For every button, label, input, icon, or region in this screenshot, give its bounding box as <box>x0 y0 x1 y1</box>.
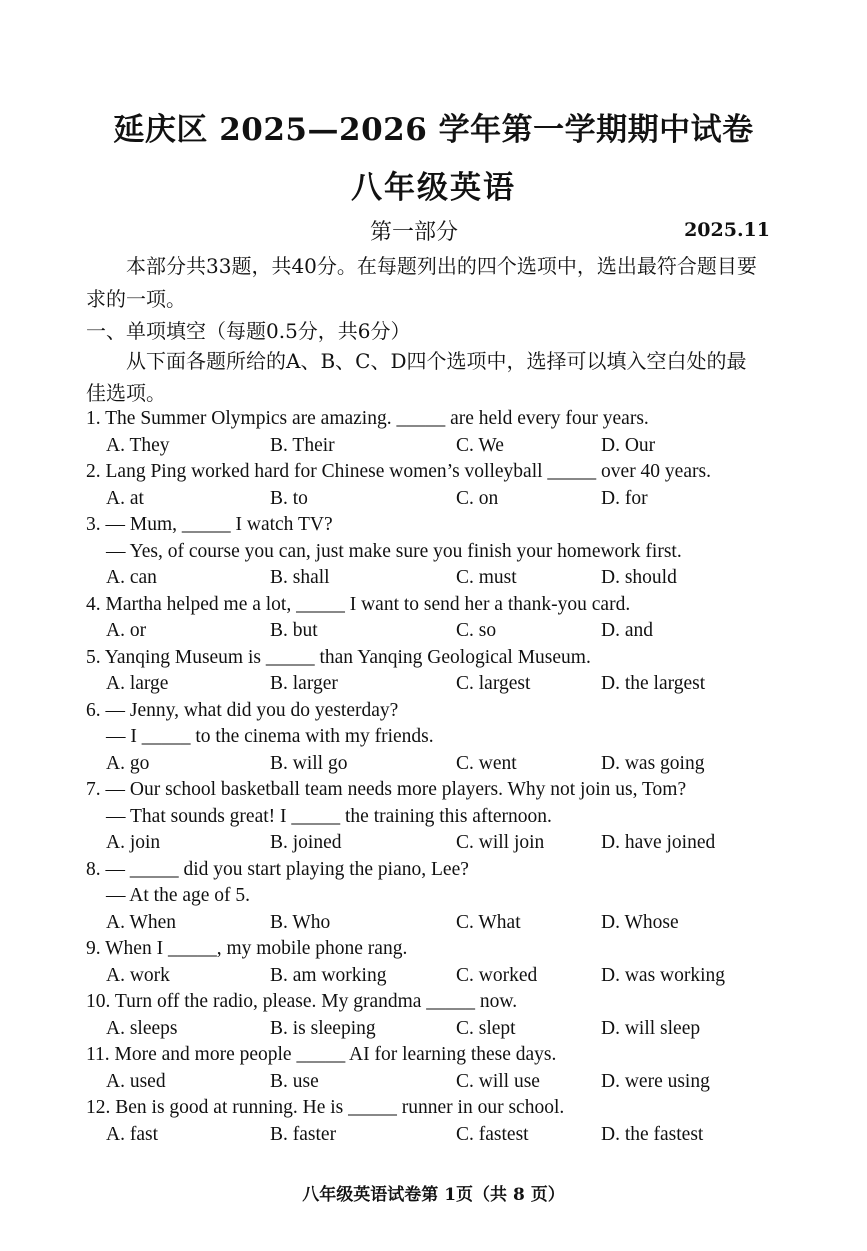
question-options <box>86 751 786 778</box>
option-b: B. larger <box>270 673 338 694</box>
option-b: B. shall <box>270 567 330 588</box>
exam-date: 2025.11 <box>684 219 770 241</box>
question-item <box>86 406 786 459</box>
option-b: B. is sleeping <box>270 1017 376 1039</box>
option-d: D. will sleep <box>601 1017 701 1039</box>
option-c: C. will join <box>456 832 545 853</box>
option-c: C. on <box>456 487 499 509</box>
option-b: B. Their <box>270 434 335 456</box>
option-b: B. faster <box>270 1123 337 1145</box>
option-c: C. went <box>456 752 517 774</box>
option-d: D. Whose <box>601 911 679 933</box>
question-list <box>86 406 786 1148</box>
question-item <box>86 777 786 857</box>
option-b: B. use <box>270 1070 319 1092</box>
page-footer: 八年级英语试卷第 1页（共 8 页） <box>302 1185 565 1205</box>
question-item <box>86 459 786 512</box>
question-options <box>86 830 786 857</box>
option-a: A. sleeps <box>106 1017 178 1039</box>
option-d: D. were using <box>601 1070 710 1092</box>
option-b: B. joined <box>270 832 342 853</box>
section-instruction-2: 佳选项。 <box>86 381 166 405</box>
exam-subtitle: 八年级英语 <box>351 170 516 206</box>
option-b: B. but <box>270 620 318 641</box>
question-item <box>86 645 786 698</box>
option-a: A. can <box>106 567 157 588</box>
question-stem: 1. The Summer Olympics are amazing. _____ are held every four years. <box>86 408 649 429</box>
option-b: B. will go <box>270 752 348 774</box>
question-stem: 4. Martha helped me a lot, _____ I want to send her a thank-you card. <box>86 593 631 615</box>
exam-title: 延庆区 2025—2026 学年第一学期期中试卷 <box>113 112 754 148</box>
question-item <box>86 1095 786 1148</box>
question-stem: 6. — Jenny, what did you do yesterday? <box>86 699 399 721</box>
question-stem: 8. — _____ did you start playing the piano, Lee? <box>86 858 469 880</box>
option-b: B. to <box>270 487 308 509</box>
option-c: C. What <box>456 911 521 933</box>
question-stem: 3. — Mum, _____ I watch TV? <box>86 514 333 535</box>
question-stem: 5. Yanqing Museum is _____ than Yanqing Geological Museum. <box>86 646 591 668</box>
option-d: D. Our <box>601 434 656 456</box>
option-a: A. join <box>106 832 161 853</box>
option-d: D. for <box>601 487 648 509</box>
question-options <box>86 910 786 937</box>
option-a: A. or <box>106 620 147 641</box>
question-options <box>86 486 786 513</box>
option-d: D. should <box>601 567 677 588</box>
question-dialogue-line: — That sounds great! I _____ the training this afternoon. <box>106 805 552 827</box>
question-stem: 2. Lang Ping worked hard for Chinese women’s volleyball _____ over 40 years. <box>86 461 711 482</box>
option-c: C. We <box>456 434 504 456</box>
section-instruction-1: 从下面各题所给的A、B、C、D四个选项中，选择可以填入空白处的最 <box>126 349 747 373</box>
option-b: B. Who <box>270 911 331 933</box>
intro-line-2: 求的一项。 <box>86 287 186 311</box>
option-d: D. was working <box>601 964 726 986</box>
option-d: D. was going <box>601 752 705 774</box>
question-stem: 7. — Our school basketball team needs more players. Why not join us, Tom? <box>86 779 687 800</box>
option-a: A. used <box>106 1070 166 1092</box>
question-item <box>86 698 786 778</box>
question-dialogue-line: — At the age of 5. <box>106 885 251 906</box>
intro-line-1: 本部分共33题，共40分。在每题列出的四个选项中，选出最符合题目要 <box>126 254 757 278</box>
option-a: A. They <box>106 434 170 456</box>
option-d: D. the fastest <box>601 1123 704 1145</box>
option-c: C. worked <box>456 964 538 986</box>
question-stem: 10. Turn off the radio, please. My grandma _____ now. <box>86 991 518 1012</box>
question-stem: 9. When I _____, my mobile phone rang. <box>86 938 408 959</box>
option-c: C. largest <box>456 673 531 694</box>
question-options <box>86 618 786 645</box>
question-options <box>86 671 786 698</box>
question-options <box>86 1016 786 1043</box>
question-options <box>86 433 786 460</box>
part-label: 第一部分 <box>370 220 459 245</box>
option-a: A. fast <box>106 1123 158 1145</box>
option-a: A. When <box>106 911 177 933</box>
option-c: C. must <box>456 567 517 588</box>
question-dialogue-line: — Yes, of course you can, just make sure you finish your homework first. <box>106 540 682 562</box>
question-stem: 12. Ben is good at running. He is _____ runner in our school. <box>86 1097 565 1118</box>
option-c: C. so <box>456 620 497 641</box>
question-stem: 11. More and more people _____ AI for learning these days. <box>86 1044 557 1065</box>
option-a: A. large <box>106 673 169 694</box>
part-header <box>0 215 867 247</box>
option-c: C. slept <box>456 1017 516 1039</box>
option-c: C. fastest <box>456 1123 529 1145</box>
question-item <box>86 592 786 645</box>
section-heading: 一、单项填空（每题0.5分，共6分） <box>86 319 411 343</box>
option-d: D. and <box>601 620 653 641</box>
question-options <box>86 565 786 592</box>
question-options <box>86 1122 786 1149</box>
question-item <box>86 857 786 937</box>
question-item <box>86 512 786 592</box>
question-options <box>86 963 786 990</box>
question-item <box>86 989 786 1042</box>
question-item <box>86 1042 786 1095</box>
option-b: B. am working <box>270 964 387 986</box>
option-d: D. have joined <box>601 832 716 853</box>
option-c: C. will use <box>456 1070 540 1092</box>
option-a: A. go <box>106 752 150 774</box>
option-d: D. the largest <box>601 673 706 694</box>
question-dialogue-line: — I _____ to the cinema with my friends. <box>106 726 434 747</box>
option-a: A. at <box>106 487 144 509</box>
question-item <box>86 936 786 989</box>
option-a: A. work <box>106 964 170 986</box>
question-options <box>86 1069 786 1096</box>
